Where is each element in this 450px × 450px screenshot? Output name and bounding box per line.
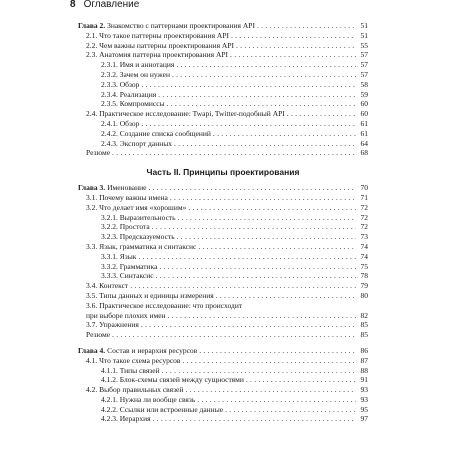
toc-entry-title: 4.1.1. Типы связей [101, 365, 160, 375]
toc-entry [78, 271, 368, 281]
dot-leader [167, 99, 356, 109]
toc-entry [78, 330, 368, 340]
toc-entry [78, 291, 368, 301]
toc-entry [78, 213, 368, 223]
dot-leader [112, 330, 356, 340]
toc-entry-title: 3.2. Что делает имя «хорошим» [86, 202, 187, 212]
toc-entry [78, 366, 368, 376]
toc-entry [78, 70, 368, 80]
chapter-label: Глава 4. [78, 345, 106, 355]
dot-leader [141, 320, 356, 330]
dot-leader [152, 222, 356, 232]
toc-page-number: 70 [360, 183, 368, 193]
toc-entry-title: 4.2.2. Ссылки или встроенные данные [101, 404, 224, 414]
toc-entry-title: 4.2.1. Нужна ли вообще связь [101, 394, 196, 404]
toc-entry [78, 320, 368, 330]
running-title: Оглавление [83, 0, 140, 10]
dot-leader [182, 356, 356, 366]
toc-entry-title: 2.4.1. Обзор [101, 118, 140, 128]
toc-page-number: 57 [360, 69, 368, 79]
toc-entry [78, 356, 368, 366]
dot-leader [141, 119, 356, 129]
chapter-label: Глава 2. [78, 21, 106, 30]
dot-leader [287, 109, 356, 119]
toc-entry [78, 252, 368, 262]
toc-entry [78, 395, 368, 405]
dot-leader [231, 31, 356, 41]
dot-leader [236, 41, 356, 51]
toc-page-number: 64 [360, 138, 368, 148]
toc-page-number: 74 [360, 241, 368, 251]
dot-leader [148, 183, 356, 193]
chapter-label: Глава 3. [78, 183, 106, 193]
toc-page-number: 60 [360, 109, 368, 119]
toc-entry [78, 80, 368, 90]
toc-entry-title: 3.6. Практическое исследование: что происходит [86, 300, 243, 310]
toc-page-number: 71 [360, 192, 368, 202]
toc-entry-title: 3.2.1. Выразительность [101, 212, 176, 222]
toc-page-number: 97 [360, 414, 368, 424]
page-number: 8 [70, 0, 76, 10]
toc-page-number: 93 [360, 394, 368, 404]
dot-leader [197, 395, 356, 405]
toc-entry-title: 4.2.3. Иерархия [101, 414, 151, 424]
toc-entry [78, 139, 368, 149]
dot-leader [158, 90, 356, 100]
toc-chapter-3 [78, 183, 368, 340]
toc-page-number: 78 [360, 271, 368, 281]
toc-entry-title: 2.4.3. Экспорт данных [101, 138, 173, 148]
toc-page-number: 88 [360, 365, 368, 375]
toc-entry-title: 2.4. Практическое исследование: Twapi, Twitter-подобный API [86, 109, 285, 119]
toc-entry [78, 232, 368, 242]
dot-leader [216, 291, 356, 301]
toc-entry [78, 183, 368, 193]
toc-page-number: 73 [360, 232, 368, 242]
toc-entry-title: 2.3.2. Зачем он нужен [101, 69, 170, 79]
dot-leader [257, 21, 356, 31]
dot-leader [159, 262, 356, 272]
toc-entry-title: 2.3.5. Компромиссы [101, 99, 165, 109]
dot-leader [225, 405, 356, 415]
toc-page-number: 74 [360, 251, 368, 261]
toc-page-number: 68 [360, 148, 368, 158]
dot-leader [172, 70, 356, 80]
toc-entry [78, 311, 368, 321]
toc-page-number: 86 [360, 345, 368, 355]
toc-entry [78, 193, 368, 203]
toc-entry-title: 3.3.3. Синтаксис [101, 271, 154, 281]
toc-entry [78, 129, 368, 139]
toc-entry [78, 119, 368, 129]
toc-page-number: 58 [360, 79, 368, 89]
toc-page-number: 79 [360, 281, 368, 291]
toc-page-number: 51 [360, 30, 368, 40]
toc-page-number: 55 [360, 40, 368, 50]
toc-entry [78, 405, 368, 415]
part-title: Часть II. Принципы проектирования [146, 167, 300, 178]
toc-entry [78, 21, 368, 31]
toc-entry [78, 242, 368, 252]
toc-page-number: 60 [360, 99, 368, 109]
dot-leader [178, 213, 356, 223]
dot-leader [168, 311, 356, 321]
chapter-title: Знакомство с паттернами проектирования API [105, 21, 255, 30]
dot-leader [246, 375, 356, 385]
toc-page-number: 82 [360, 310, 368, 320]
toc-entry-title: Резюме [86, 330, 111, 340]
toc-page-number: 87 [360, 355, 368, 365]
toc-page-number: 51 [360, 21, 368, 30]
toc-page-number: 75 [360, 261, 368, 271]
dot-leader [185, 385, 356, 395]
dot-leader [141, 80, 356, 90]
toc-entry-title: при выборе плохих имен [86, 310, 166, 320]
toc-entry-title: 4.1. Что такое схема ресурсов [86, 355, 181, 365]
page-header [70, 0, 139, 12]
toc-page-number: 85 [360, 320, 368, 330]
toc-page-number: 93 [360, 385, 368, 395]
toc-entry-title: 2.3. Анатомия паттерна проектирования API [86, 50, 229, 60]
toc-page-number: 57 [360, 60, 368, 70]
toc-entry [78, 50, 368, 60]
toc-entry [78, 375, 368, 385]
toc-entry [78, 203, 368, 213]
toc-entry-title: 3.2.3. Предсказуемость [101, 232, 175, 242]
toc-entry [78, 41, 368, 51]
toc-entry-title: 3.2.2. Простота [101, 222, 150, 232]
toc-entry-title: 2.2. Чем важны паттерны проектирования API [86, 40, 235, 50]
toc-entry-title: 3.3.1. Язык [101, 251, 137, 261]
dot-leader [130, 281, 356, 291]
toc-entry-title: 2.4.2. Создание списка сообщений [101, 128, 211, 138]
chapter-title: Именование [105, 183, 147, 193]
toc-page-number: 72 [360, 222, 368, 232]
toc-page-number: 61 [360, 128, 368, 138]
toc-entry-title: 2.3.3. Обзор [101, 79, 140, 89]
toc-entry [78, 262, 368, 272]
toc-entry-title: 3.7. Упражнения [86, 320, 139, 330]
toc-chapter-4 [78, 346, 368, 424]
toc-entry-title: 3.3.2. Грамматика [101, 261, 158, 271]
toc-entry [78, 385, 368, 395]
toc-entry [78, 60, 368, 70]
toc-page-number: 91 [360, 375, 368, 385]
toc-chapter-2 [78, 21, 368, 158]
dot-leader [170, 193, 356, 203]
toc-entry [78, 109, 368, 119]
toc-entry-title: Резюме [86, 148, 111, 158]
dot-leader [138, 252, 356, 262]
toc-entry [78, 346, 368, 356]
toc-entry-title: 2.1. Что такое паттерны проектирования API [86, 30, 229, 40]
dot-leader [213, 129, 356, 139]
toc-entry [78, 90, 368, 100]
toc-entry-title: 3.1. Почему важны имена [86, 192, 168, 202]
dot-leader [177, 232, 356, 242]
toc-page-number: 59 [360, 89, 368, 99]
toc-entry [78, 99, 368, 109]
toc-entry-title: 2.3.4. Реализация [101, 89, 157, 99]
toc-page-number: 61 [360, 118, 368, 128]
toc-entry [78, 301, 368, 311]
toc-entry-title: 2.3.1. Имя и аннотация [101, 60, 175, 70]
toc-page-number: 72 [360, 202, 368, 212]
toc-entry-title: 3.4. Контекст [86, 281, 129, 291]
chapter-title: Состав и иерархия ресурсов [105, 345, 198, 355]
dot-leader [153, 414, 356, 424]
toc-entry-title: 4.2. Выбор правильных связей [86, 385, 184, 395]
toc-page-number: 85 [360, 330, 368, 340]
dot-leader [199, 346, 356, 356]
dot-leader [112, 148, 356, 158]
dot-leader [156, 271, 356, 281]
toc-entry [78, 148, 368, 158]
toc-page-number: 95 [360, 404, 368, 414]
toc-entry-title [78, 21, 257, 31]
toc-page-number: 57 [360, 50, 368, 60]
dot-leader [176, 60, 356, 70]
toc-page-number: 72 [360, 212, 368, 222]
toc-entry [78, 222, 368, 232]
dot-leader [230, 50, 356, 60]
toc-entry-title: 3.3. Язык, грамматика и синтаксис [86, 241, 197, 251]
dot-leader [244, 301, 356, 311]
dot-leader [198, 242, 356, 252]
toc-entry-title [78, 183, 148, 193]
toc-entry [78, 281, 368, 291]
dot-leader [162, 366, 356, 376]
table-of-contents [78, 21, 368, 424]
toc-entry-title [78, 346, 199, 356]
toc-entry [78, 31, 368, 41]
toc-entry-title: 4.1.2. Блок-схемы связей между сущностями [101, 375, 244, 385]
dot-leader [174, 139, 356, 149]
toc-page-number: 80 [360, 290, 368, 300]
toc-entry [78, 414, 368, 424]
toc-entry-title: 3.5. Типы данных и единицы измерения [86, 290, 214, 300]
dot-leader [188, 203, 356, 213]
